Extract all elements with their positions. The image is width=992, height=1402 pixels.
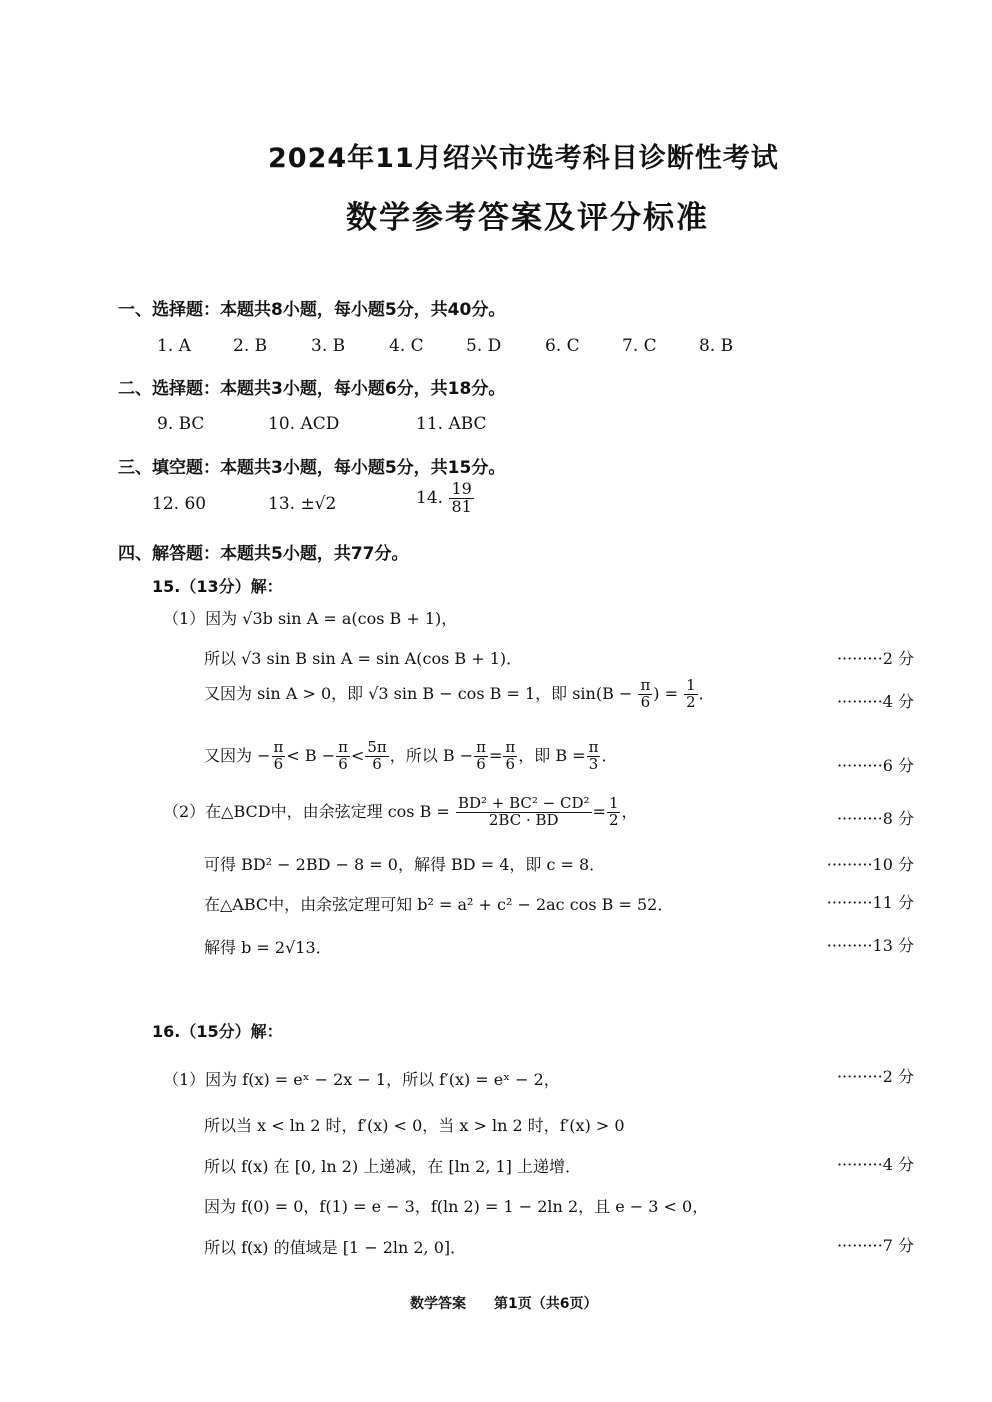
q16-line-3: 所以 f(x) 在 [0, ln 2) 上递减，在 [ln 2, 1] 上递增．	[204, 1157, 581, 1176]
frac-num: 5π	[367, 738, 387, 756]
answer-9: 9. BC	[157, 414, 205, 434]
answer-6: 6. C	[545, 336, 580, 356]
fraction-pi-over-3	[587, 740, 601, 773]
answer-11: 11. ABC	[416, 414, 487, 434]
q15-line-3	[204, 678, 715, 711]
q15-heading: 15.（13分）解：	[152, 577, 283, 596]
q15-score-4: ·········8 分	[836, 809, 914, 828]
q15-line-1: （1）因为 √3b sin A = a(cos B + 1)，	[163, 609, 458, 628]
frac-num: 1	[608, 794, 619, 812]
answer-3: 3. B	[311, 336, 346, 356]
q15-line-3-b: ) =	[653, 683, 679, 703]
q16-heading: 16.（15分）解：	[152, 1022, 283, 1041]
fraction-pi-over-6	[272, 740, 286, 773]
fraction-pi-over-6	[503, 740, 517, 773]
answer-10: 10. ACD	[268, 414, 340, 434]
frac-den: 3	[588, 754, 599, 773]
q16-line-4: 因为 f(0) = 0，f(1) = e − 3，f(ln 2) = 1 − 2ln 2，且 e − 3 < 0，	[204, 1197, 709, 1216]
answer-7: 7. C	[622, 336, 657, 356]
page-subtitle: 数学参考答案及评分标准	[346, 200, 709, 236]
frac-num: π	[338, 738, 348, 756]
q15-line-4-a: 又因为 −	[204, 745, 271, 765]
q15-score-1: ·········2 分	[836, 649, 914, 668]
fraction-pi-over-6	[474, 740, 488, 773]
fraction-pi-over-6	[336, 740, 350, 773]
answer-14-label: 14.	[416, 487, 444, 508]
frac-den: 2	[686, 692, 696, 711]
answer-14-denominator: 81	[451, 496, 472, 516]
frac-num: π	[505, 738, 516, 756]
frac-den: 6	[372, 754, 382, 773]
q15-line-6: 可得 BD² − 2BD − 8 = 0，解得 BD = 4，即 c = 8．	[204, 855, 606, 874]
q15-score-3: ·········6 分	[836, 756, 914, 775]
fraction-5pi-over-6	[365, 740, 388, 773]
answer-8: 8. B	[699, 336, 734, 356]
frac-den: 6	[640, 692, 651, 711]
page-footer: 数学答案 第1页（共6页）	[410, 1296, 598, 1312]
q15-line-8: 解得 b = 2√13．	[204, 938, 332, 957]
frac-den: 2BC · BD	[488, 810, 559, 829]
answer-14-numerator: 19	[451, 479, 472, 498]
section-2-heading: 二、选择题：本题共3小题，每小题6分，共18分。	[118, 379, 506, 399]
answer-14-fraction	[449, 481, 473, 516]
q16-line-5: 所以 f(x) 的值域是 [1 − 2ln 2, 0]．	[204, 1238, 467, 1257]
q15-line-5-c: ，	[621, 801, 638, 821]
answer-12: 12. 60	[152, 494, 207, 514]
q15-line-4-c: <	[350, 745, 365, 765]
answer-14	[416, 481, 475, 516]
answer-2: 2. B	[233, 336, 268, 356]
fraction-one-half	[684, 678, 698, 711]
frac-den: 6	[505, 754, 516, 773]
frac-num: BD² + BC² − CD²	[457, 794, 590, 812]
q15-line-4	[204, 740, 617, 773]
q15-line-4-d: ，所以 B −	[389, 745, 474, 765]
answer-4: 4. C	[389, 336, 424, 356]
section-4-heading: 四、解答题：本题共5小题，共77分。	[118, 544, 409, 564]
frac-num: π	[273, 738, 284, 756]
q15-line-3-c: ．	[698, 683, 715, 703]
frac-num: π	[476, 738, 486, 756]
q15-line-3-a: 又因为 sin A > 0，即 √3 sin B − cos B = 1，即 sin(B −	[204, 683, 633, 703]
page-title: 2024年11月绍兴市选考科目诊断性考试	[268, 143, 779, 174]
q15-line-5-b: =	[592, 801, 606, 821]
frac-num: π	[588, 738, 599, 756]
q15-line-4-g: ．	[601, 745, 618, 765]
q16-score-2: ·········4 分	[836, 1155, 914, 1174]
q16-line-2: 所以当 x < ln 2 时，f′(x) < 0，当 x > ln 2 时，f′(x) > 0	[204, 1116, 625, 1135]
q15-line-5	[163, 796, 638, 829]
q15-line-4-b: < B −	[286, 745, 336, 765]
q15-line-4-f: ，即 B =	[518, 745, 586, 765]
q16-score-1: ·········2 分	[836, 1067, 914, 1086]
q15-line-2: 所以 √3 sin B sin A = sin A(cos B + 1)．	[204, 649, 523, 668]
q15-score-2: ·········4 分	[836, 692, 914, 711]
answer-13: 13. ±√2	[268, 494, 337, 514]
q15-score-6: ·········11 分	[826, 893, 914, 912]
q15-line-4-e: =	[488, 745, 503, 765]
q15-score-7: ·········13 分	[826, 936, 914, 955]
answer-1: 1. A	[157, 336, 191, 356]
frac-num: 1	[686, 676, 696, 694]
frac-den: 6	[476, 754, 486, 773]
frac-den: 2	[608, 810, 619, 829]
fraction-one-half	[607, 796, 621, 829]
frac-num: π	[640, 676, 651, 694]
frac-den: 6	[338, 754, 348, 773]
q16-score-3: ·········7 分	[836, 1236, 914, 1255]
q15-line-7: 在△ABC中，由余弦定理可知 b² = a² + c² − 2ac cos B = 52．	[204, 895, 674, 914]
q15-score-5: ·········10 分	[826, 855, 914, 874]
frac-den: 6	[273, 754, 284, 773]
fraction-cosine-law	[456, 796, 592, 829]
q16-line-1: （1）因为 f(x) = eˣ − 2x − 1，所以 f′(x) = eˣ − 2，	[163, 1070, 560, 1089]
section-3-heading: 三、填空题：本题共3小题，每小题5分，共15分。	[118, 458, 506, 478]
q15-line-5-a: （2）在△BCD中，由余弦定理 cos B =	[163, 801, 450, 821]
fraction-pi-over-6	[638, 678, 652, 711]
section-1-heading: 一、选择题：本题共8小题，每小题5分，共40分。	[118, 300, 506, 320]
answer-5: 5. D	[466, 336, 502, 356]
